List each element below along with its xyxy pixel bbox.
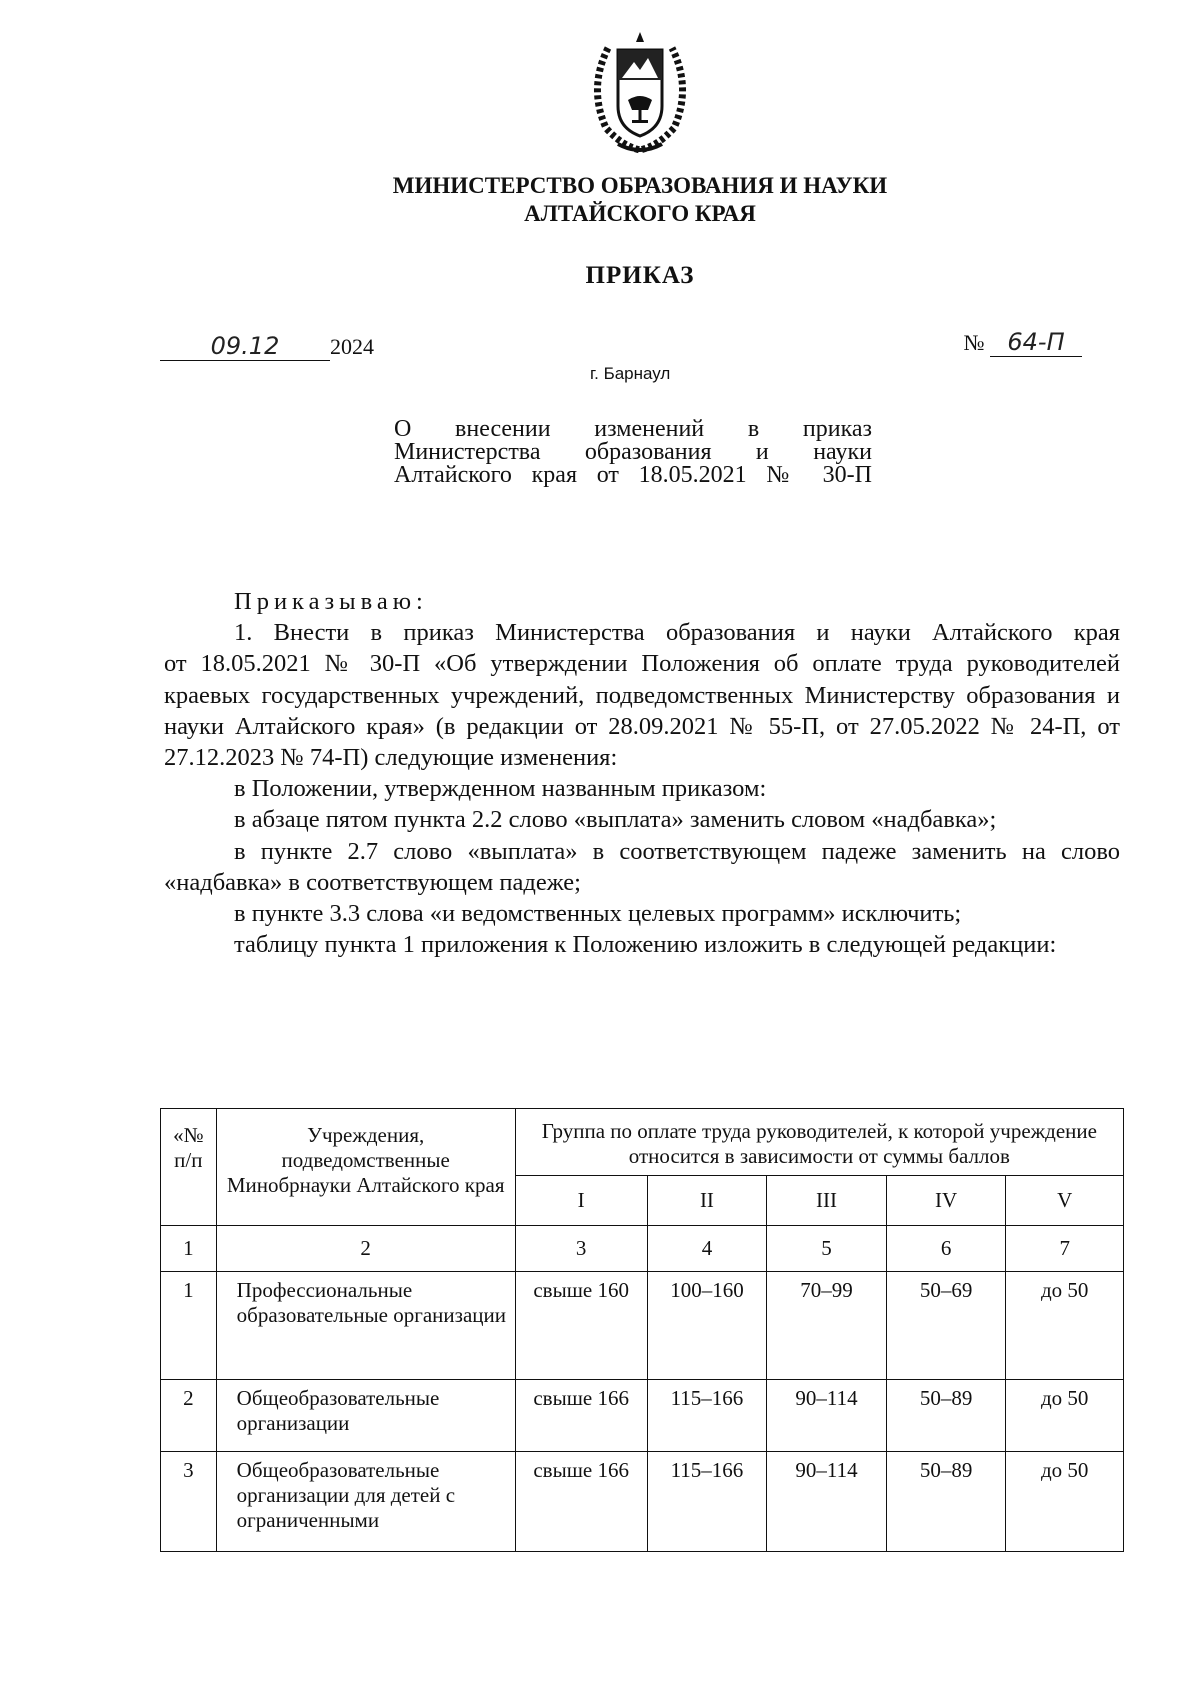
- paragraph-4: в пункте 2.7 слово «выплата» в соответствующем падеже заменить на слово «надбавка» в соответствующем падеже;: [164, 837, 1120, 896]
- document-number: [964, 328, 1083, 357]
- group-value: 50–69: [886, 1272, 1006, 1380]
- column-number: 1: [161, 1226, 217, 1272]
- row-number: 3: [161, 1452, 217, 1552]
- document-date: [160, 332, 374, 361]
- date-year: 2024: [330, 334, 374, 359]
- group-header: I: [515, 1176, 647, 1226]
- group-value: 50–89: [886, 1452, 1006, 1552]
- document-type: ПРИКАЗ: [585, 262, 695, 289]
- row-number: 2: [161, 1380, 217, 1452]
- row-number: 1: [161, 1272, 217, 1380]
- group-header: V: [1006, 1176, 1124, 1226]
- group-value: свыше 166: [515, 1380, 647, 1452]
- group-header: II: [647, 1176, 767, 1226]
- group-value: до 50: [1006, 1272, 1124, 1380]
- group-value: до 50: [1006, 1380, 1124, 1452]
- order-word: Приказываю:: [234, 588, 428, 615]
- group-value: свыше 166: [515, 1452, 647, 1552]
- date-handwritten: 09.12: [160, 332, 330, 361]
- group-value: 115–166: [647, 1380, 767, 1452]
- group-value: до 50: [1006, 1452, 1124, 1552]
- ministry-line-2: АЛТАЙСКОГО КРАЯ: [524, 201, 756, 226]
- column-number: 2: [216, 1226, 515, 1272]
- city: г. Барнаул: [590, 364, 671, 383]
- column-number: 5: [767, 1226, 887, 1272]
- table-row: [161, 1272, 1124, 1380]
- header-group: Группа по оплате труда руководителей, к которой учреждение относится в зависимости от суммы баллов: [515, 1109, 1123, 1176]
- paragraph-5: в пункте 3.3 слова «и ведомственных целевых программ» исключить;: [234, 900, 962, 928]
- institution-name: Профессиональные образовательные организации: [216, 1272, 515, 1380]
- column-number: 7: [1006, 1226, 1124, 1272]
- ministry-line-1: МИНИСТЕРСТВО ОБРАЗОВАНИЯ И НАУКИ: [392, 173, 888, 198]
- subject-line-1: О внесении изменений в приказ: [394, 416, 872, 442]
- coat-of-arms-emblem: [578, 28, 702, 158]
- pay-group-table: [160, 1108, 1124, 1552]
- coat-of-arms-icon: [578, 28, 702, 158]
- group-value: свыше 160: [515, 1272, 647, 1380]
- group-value: 90–114: [767, 1452, 887, 1552]
- group-value: 70–99: [767, 1272, 887, 1380]
- document-subject: [394, 418, 872, 487]
- group-header: IV: [886, 1176, 1006, 1226]
- paragraph-2: в Положении, утвержденном названным приказом:: [234, 775, 767, 803]
- paragraph-1-first-line: 1. Внести в приказ Министерства образования и науки Алтайского края: [234, 619, 1120, 647]
- group-value: 115–166: [647, 1452, 767, 1552]
- group-value: 90–114: [767, 1380, 887, 1452]
- group-value: 50–89: [886, 1380, 1006, 1452]
- institution-name: Общеобразовательные организации: [216, 1380, 515, 1452]
- group-value: 100–160: [647, 1272, 767, 1380]
- group-header: III: [767, 1176, 887, 1226]
- institution-name: Общеобразовательные организации для детей с ограниченными: [216, 1452, 515, 1552]
- number-prefix: №: [963, 330, 985, 355]
- table-row: [161, 1452, 1124, 1552]
- ministry-name: [300, 172, 980, 228]
- column-number: 4: [647, 1226, 767, 1272]
- header-institutions: Учреждения, подведомственные Минобрнауки Алтайского края: [216, 1109, 515, 1226]
- paragraph-1-rest: от 18.05.2021 № 30-П «Об утверждении Положения об оплате труда руководителей краевых государственных учреждений, подведомственных Министерству образования и науки Алтайского края» (в редакции от 28.09.2021 № 55-П, от 27.05.2022 № 24-П, от 27.12.2023 № 74-П) следующие изменения:: [164, 650, 1120, 772]
- paragraph-6: таблицу пункта 1 приложения к Положению изложить в следующей редакции:: [234, 931, 1057, 959]
- number-handwritten: 64-П: [990, 328, 1082, 357]
- table-row: [161, 1380, 1124, 1452]
- document-body: [164, 586, 1120, 960]
- column-number: 6: [886, 1226, 1006, 1272]
- subject-line-3: Алтайского края от 18.05.2021 № 30-П: [394, 462, 872, 488]
- header-num: «№ п/п: [161, 1109, 217, 1226]
- paragraph-3: в абзаце пятом пункта 2.2 слово «выплата» заменить словом «надбавка»;: [234, 806, 997, 834]
- subject-line-2: Министерства образования и науки: [394, 439, 872, 465]
- column-number: 3: [515, 1226, 647, 1272]
